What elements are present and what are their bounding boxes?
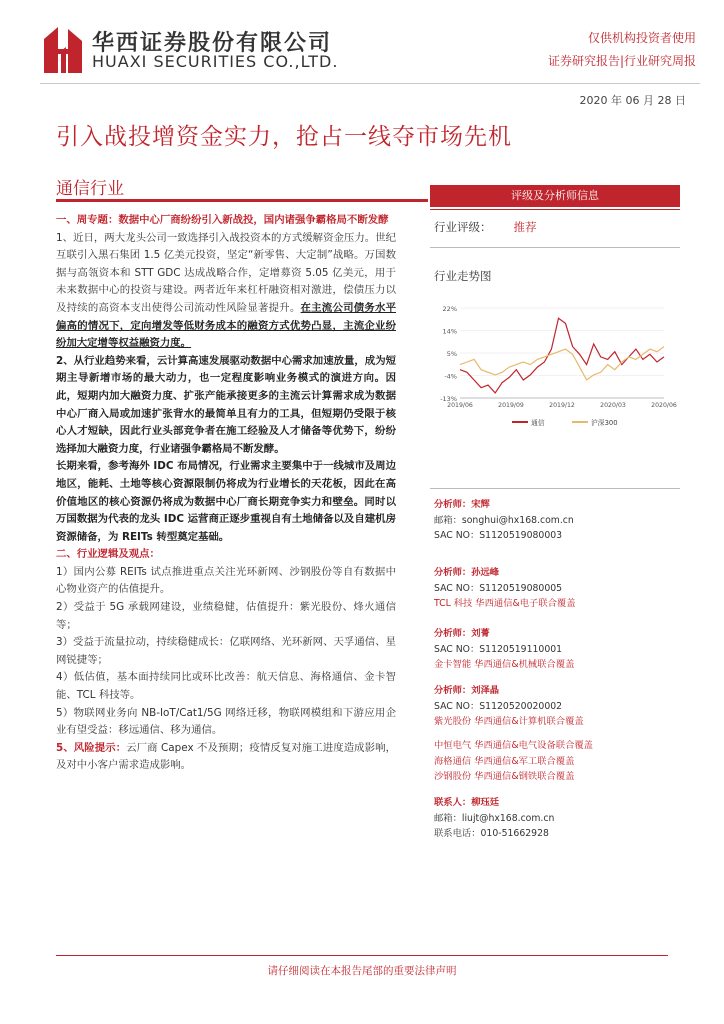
chart-series-line bbox=[460, 318, 664, 393]
section-2-heading: 二、行业逻辑及观点： bbox=[56, 548, 160, 561]
analyst-block-2 bbox=[434, 565, 684, 612]
analyst-block-4 bbox=[434, 683, 684, 730]
risk-paragraph bbox=[56, 740, 396, 775]
analyst-name: 分析师：孙远峰 bbox=[434, 567, 500, 578]
analyst-name: 分析师：宋辉 bbox=[434, 499, 490, 510]
footer-divider bbox=[56, 955, 668, 956]
sector-label: 通信行业 bbox=[56, 179, 124, 199]
rating-value: 推荐 bbox=[513, 220, 537, 234]
risk-text: 云厂商 Capex 不及预期；疫情反复对施工进度造成影响，及对中小客户需求造成影响。 bbox=[56, 741, 397, 772]
paragraph-3: 长期来看，参考海外 IDC 布局情况，行业需求主要集中于一线城市及周边地区，能耗、土地等核心资源限制仍将成为行业增长的天花板，因此在高价值地区的核心资源仍将成为数据中心厂商长期竞争实力和壁垒。同时以万国数据为代表的龙头 IDC 运营商正逐步重视自有土地储备以及自建机房资源储备，为 REITs 转型奠定基础。 bbox=[56, 460, 396, 543]
paragraph-1 bbox=[56, 230, 396, 353]
analyst-sac: SAC NO：S1120519080005 bbox=[434, 582, 563, 594]
header-divider bbox=[40, 83, 700, 84]
report-date: 2020 年 06 月 28 日 bbox=[579, 94, 686, 107]
chart-y-tick-label: 14% bbox=[442, 327, 457, 336]
brand-name-cn: 华西证券股份有限公司 bbox=[92, 31, 333, 56]
rating-label: 行业评级： bbox=[434, 220, 492, 234]
sidebar-divider bbox=[430, 247, 680, 248]
analyst-block-3 bbox=[434, 626, 684, 673]
chart-y-tick-label: 5% bbox=[446, 350, 457, 358]
logic-item-2: 2）受益于 5G 承载网建设，业绩稳健，估值提升：紫光股份、烽火通信等； bbox=[56, 601, 396, 631]
analyst-coverage: TCL 科技 华西通信&电子联合覆盖 bbox=[434, 598, 576, 609]
chart-x-tick-label: 2019/12 bbox=[549, 402, 575, 409]
joint-coverage-item: 海格通信 华西通信&军工联合覆盖 bbox=[434, 755, 575, 767]
trend-title: 行业走势图 bbox=[434, 269, 492, 283]
joint-coverage-item: 中恒电气 华西通信&电气设备联合覆盖 bbox=[434, 740, 593, 751]
contact-phone: 联系电话：010-51662928 bbox=[434, 828, 549, 839]
analyst-name: 分析师：刘泽晶 bbox=[434, 685, 500, 696]
section-1-heading: 一、周专题：数据中心厂商纷纷引入新战投，国内诸强争霸格局不断发酵 bbox=[56, 214, 389, 226]
sidebar-divider-2 bbox=[430, 488, 680, 489]
analyst-coverage: 金卡智能 华西通信&机械联合覆盖 bbox=[434, 659, 575, 670]
trend-chart bbox=[430, 300, 684, 430]
analyst-name: 分析师：刘菁 bbox=[434, 628, 490, 639]
analyst-sac: SAC NO：S1120520020002 bbox=[434, 700, 563, 712]
analyst-sac: SAC NO：S1120519110001 bbox=[434, 643, 563, 655]
chart-y-tick-label: 22% bbox=[442, 305, 457, 313]
paragraph-2: 2、从行业趋势来看，云计算高速发展驱动数据中心需求加速放量，成为短期主导新增市场的最大动力，也一定程度影响业务模式的演进方向。因此，短期内加大融资力度、扩张产能承接更多的主流云计算需求成为数据中心厂商入局或加速扩张背水的最简单且有力的工具，但短期仍受限于核心人才短缺，因此行业头部竞争者在施工经验及人才储备等优势下，纷纷选择加大融资力度，行业诸强争霸格局不断发酵。 bbox=[56, 354, 396, 455]
main-content bbox=[56, 212, 396, 775]
logic-item-1: 1）国内公募 REITs 试点推进重点关注光环新网、沙钢股份等自有数据中心物业资产的估值提升。 bbox=[56, 565, 396, 596]
logic-item-4: 4）低估值，基本面持续同比或环比改善：航天信息、海格通信、金卡智能、TCL 科技等。 bbox=[56, 671, 396, 702]
sector-underline bbox=[56, 199, 428, 202]
chart-y-tick-label: -13% bbox=[440, 395, 457, 403]
analyst-block-1 bbox=[434, 497, 684, 544]
brand-name-en: HUAXI SECURITIES CO.,LTD. bbox=[92, 52, 339, 71]
analyst-coverage: 紫光股份 华西通信&计算机联合覆盖 bbox=[434, 716, 584, 727]
paragraph-1-highlight: 在主流公司债务水平偏高的情况下，定向增发等低财务成本的融资方式优势凸显，主流企业纷纷加大定增等权益融资力度。 bbox=[56, 301, 396, 350]
chart-x-tick-label: 2019/09 bbox=[498, 402, 524, 409]
joint-coverage-item: 沙钢股份 华西通信&钢铁联合覆盖 bbox=[434, 771, 575, 782]
chart-legend-label: 沪深300 bbox=[591, 419, 618, 427]
chart-x-tick-label: 2019/06 bbox=[447, 402, 473, 409]
logic-item-3: 3）受益于流量拉动，持续稳健成长：亿联网络、光环新网、天孚通信、星网锐捷等； bbox=[56, 636, 396, 666]
logic-item-5: 5）物联网业务向 NB-IoT/Cat1/5G 网络迁移，物联网模组和下游应用企业有望受益：移远通信、移为通信。 bbox=[56, 706, 396, 737]
contact-block bbox=[434, 795, 684, 842]
contact-name: 联系人：柳珏廷 bbox=[434, 797, 500, 808]
analyst-email: 邮箱：songhui@hx168.com.cn bbox=[434, 514, 574, 526]
company-logo-icon bbox=[44, 27, 82, 73]
chart-legend-label: 通信 bbox=[531, 419, 545, 427]
contact-email: 邮箱：liujt@hx168.com.cn bbox=[434, 812, 555, 824]
analyst-sac: SAC NO：S1120519080003 bbox=[434, 530, 563, 541]
paragraph-1-text: 1、近日，两大龙头公司一致选择引入战投资本的方式缓解资金压力。世纪互联引入黑石集团 1.5 亿美元投资，坚定“新零售、大定制”战略。万国数据与高瓴资本和 STT GDC 达成战略合作，定增募资 5.05 亿美元，用于未来数据中心的投资与建设。两者近年来杠杆融资相对激进，偿债压力以及持续的高资本支出使得公司流动性风险显著提升。 bbox=[56, 231, 396, 314]
report-title: 引入战投增资金实力，抢占一线夺市场先机 bbox=[56, 124, 512, 150]
risk-heading: 5、风险提示： bbox=[56, 741, 127, 754]
audience-note: 仅供机构投资者使用 bbox=[587, 31, 696, 45]
joint-coverage-list bbox=[434, 738, 684, 785]
chart-y-tick-label: -4% bbox=[444, 372, 457, 381]
sidebar-header-line bbox=[430, 209, 680, 210]
chart-x-tick-label: 2020/03 bbox=[600, 402, 626, 409]
sidebar-header: 评级及分析师信息 bbox=[430, 185, 680, 207]
legal-notice: 请仔细阅读在本报告尾部的重要法律声明 bbox=[267, 965, 457, 977]
chart-x-tick-label: 2020/06 bbox=[651, 402, 677, 409]
industry-rating bbox=[434, 219, 537, 235]
report-type: 证券研究报告|行业研究周报 bbox=[547, 54, 696, 68]
